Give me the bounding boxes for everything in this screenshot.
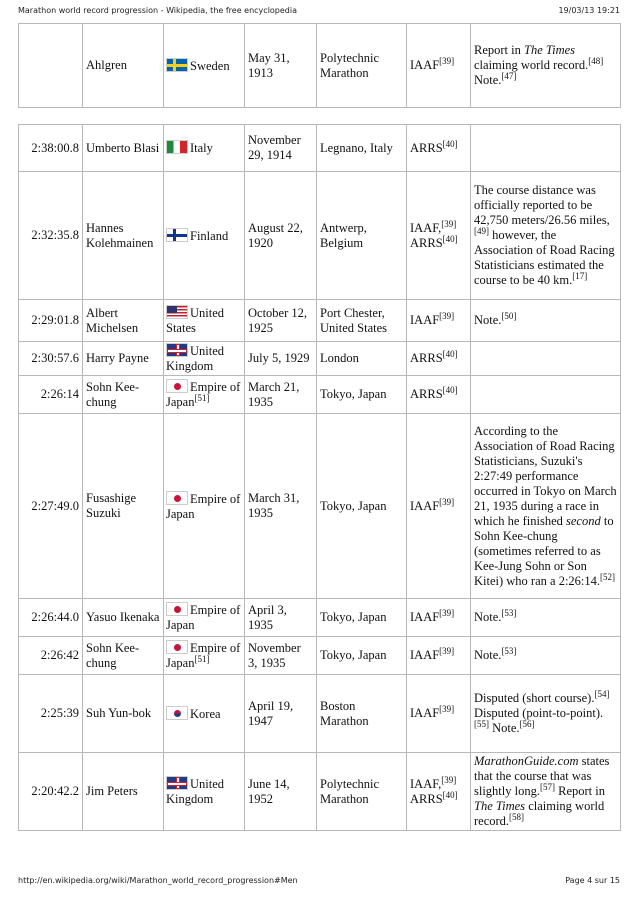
record-time: 2:29:01.8 [19,300,83,342]
nation-link[interactable]: Korea [190,706,221,721]
record-date: October 12, 1925 [245,300,317,342]
athlete-name[interactable] [83,599,164,637]
nationality-cell [164,675,245,753]
table-row [19,637,621,675]
record-source: ARRS[40] [407,125,471,172]
table-row [19,599,621,637]
reference-link[interactable]: [39] [441,218,457,229]
record-notes: Report in The Times claiming world record.[48] Note.[47] [471,24,621,108]
table-row [19,753,621,831]
uk-flag-icon [166,776,188,790]
finland-flag-icon [166,228,188,242]
japan-flag-icon [166,640,188,654]
record-place: Polytechnic Marathon [317,24,407,108]
record-place: Tokyo, Japan [317,414,407,599]
record-time: 2:26:42 [19,637,83,675]
table-row [19,125,621,172]
record-time: 2:26:44.0 [19,599,83,637]
athlete-link[interactable]: Ahlgren [86,58,127,72]
record-place: Legnano, Italy [317,125,407,172]
reference-link[interactable]: [40] [442,385,458,395]
record-time: 2:26:14 [19,376,83,414]
reference-link[interactable]: [39] [439,496,455,507]
record-source: IAAF,[39] ARRS[40] [407,753,471,831]
record-date: July 5, 1929 [245,342,317,376]
table-row [19,24,621,108]
reference-link[interactable]: [39] [441,774,457,785]
record-source: IAAF[39] [407,637,471,675]
record-place: Tokyo, Japan [317,637,407,675]
record-source: IAAF[39] [407,300,471,342]
marathon-records-table [18,23,621,831]
table-row [19,172,621,300]
nationality-cell [164,599,245,637]
record-notes: Note.[53] [471,599,621,637]
athlete-link[interactable]: Jim Peters [86,784,138,798]
record-notes: The course distance was officially reported to be 42,750 meters/26.56 miles,[49] however, the Association of Road Racing Statisticians estimated the course to be 40 km.[17] [471,172,621,300]
record-place: Tokyo, Japan [317,599,407,637]
athlete-name[interactable] [83,125,164,172]
record-time: 2:30:57.6 [19,342,83,376]
print-footer-page: Page 4 sur 15 [565,876,620,885]
print-footer-url: http://en.wikipedia.org/wiki/Marathon_world_record_progression#Men [18,876,298,885]
record-date: April 19, 1947 [245,675,317,753]
table-row [19,376,621,414]
athlete-name[interactable] [83,753,164,831]
reference-link[interactable]: [40] [442,349,458,359]
italy-flag-icon [166,140,188,154]
record-notes [471,342,621,376]
athlete-link[interactable]: Sohn Kee-chung [86,379,140,409]
record-time: 2:20:42.2 [19,753,83,831]
athlete-link[interactable]: Hannes Kolehmainen [86,220,154,250]
record-place: Antwerp, Belgium [317,172,407,300]
athlete-link[interactable]: Fusashige Suzuki [86,491,136,520]
japan-flag-icon [166,379,188,393]
record-time: 2:38:00.8 [19,125,83,172]
reference-link[interactable]: [40] [442,233,458,244]
table-row [19,675,621,753]
record-source: ARRS[40] [407,376,471,414]
record-place: Polytechnic Marathon [317,753,407,831]
reference-link[interactable]: [39] [439,646,455,656]
record-time [19,24,83,108]
athlete-link[interactable]: Sohn Kee-chung [86,640,140,670]
record-time: 2:32:35.8 [19,172,83,300]
record-date: August 22, 1920 [245,172,317,300]
nationality-cell [164,414,245,599]
athlete-name[interactable] [83,637,164,675]
athlete-link[interactable]: Suh Yun-bok [86,706,152,720]
record-place: Tokyo, Japan [317,376,407,414]
print-header-title: Marathon world record progression - Wikipedia, the free encyclopedia [18,6,298,15]
nationality-cell [164,637,245,675]
nation-link[interactable]: United Kingdom [166,777,225,806]
reference-link[interactable]: [39] [439,704,455,714]
record-notes: Disputed (short course).[54] Disputed (point-to-point).[55] Note.[56] [471,675,621,753]
record-notes: Note.[53] [471,637,621,675]
reference-link[interactable]: [51] [194,393,210,403]
reference-link[interactable]: [40] [442,138,458,149]
athlete-link[interactable]: Albert Michelsen [86,305,139,335]
nation-link[interactable]: Finland [190,228,229,243]
print-header-datetime: 19/03/13 19:21 [558,6,620,15]
japan-flag-icon [166,491,188,505]
nation-link[interactable]: Empire of Japan [166,603,241,632]
record-date: June 14, 1952 [245,753,317,831]
reference-link[interactable]: [39] [439,608,455,618]
record-source: IAAF[39] [407,675,471,753]
record-source: IAAF[39] [407,24,471,108]
record-place: Port Chester, United States [317,300,407,342]
nationality-cell [164,172,245,300]
usa-flag-icon [166,305,188,319]
record-date: March 21, 1935 [245,376,317,414]
record-source: IAAF[39] [407,599,471,637]
nation-link[interactable]: Empire of Japan [166,380,241,409]
athlete-name[interactable] [83,300,164,342]
athlete-link[interactable]: Umberto Blasi [86,140,160,155]
record-date: March 31, 1935 [245,414,317,599]
nation-link[interactable]: Empire of Japan [166,491,241,521]
record-source: ARRS[40] [407,342,471,376]
nationality-cell [164,125,245,172]
athlete-name[interactable] [83,342,164,376]
nationality-cell [164,342,245,376]
table-row [19,342,621,376]
nation-link[interactable]: Italy [190,141,213,155]
table-row [19,300,621,342]
record-date: May 31, 1913 [245,24,317,108]
athlete-name[interactable] [83,675,164,753]
nationality-cell [164,753,245,831]
sweden-flag-icon [166,58,188,72]
record-notes [471,125,621,172]
athlete-link[interactable]: Yasuo Ikenaka [86,610,160,624]
reference-link[interactable]: [39] [439,311,455,321]
table-row [19,414,621,599]
record-time: 2:25:39 [19,675,83,753]
nationality-cell [164,24,245,108]
reference-link[interactable]: [51] [194,654,210,664]
record-source: IAAF,[39] ARRS[40] [407,172,471,300]
record-source: IAAF[39] [407,414,471,599]
record-time: 2:27:49.0 [19,414,83,599]
athlete-name[interactable] [83,24,164,108]
record-place: London [317,342,407,376]
japan-flag-icon [166,602,188,616]
nation-link[interactable]: United States [166,306,225,335]
nation-link[interactable]: Empire of Japan [166,641,241,670]
record-place: Boston Marathon [317,675,407,753]
athlete-name[interactable] [83,376,164,414]
nation-link[interactable]: Sweden [190,58,230,73]
korea-flag-icon [166,706,188,720]
record-notes: MarathonGuide.com states that the course that was slightly long.[57] Report in The Times claiming world record.[58] [471,753,621,831]
reference-link[interactable]: [39] [439,56,455,66]
nationality-cell [164,300,245,342]
reference-link[interactable]: [40] [442,789,458,800]
nation-link[interactable]: United Kingdom [166,344,225,373]
record-date: November 29, 1914 [245,125,317,172]
athlete-name[interactable] [83,172,164,300]
athlete-name[interactable] [83,414,164,599]
nationality-cell [164,376,245,414]
record-date: November 3, 1935 [245,637,317,675]
uk-flag-icon [166,343,188,357]
record-notes [471,376,621,414]
athlete-link[interactable]: Harry Payne [86,351,149,365]
record-notes: Note.[50] [471,300,621,342]
record-date: April 3, 1935 [245,599,317,637]
record-notes: According to the Association of Road Racing Statisticians, Suzuki's 2:27:49 performance occurred in Tokyo on March 21, 1935 during a race in which he finished second to Sohn Kee-chung (sometimes referred to as Kee-Jung Sohn or Son Kitei) who ran a 2:26:14.[52] [471,414,621,599]
